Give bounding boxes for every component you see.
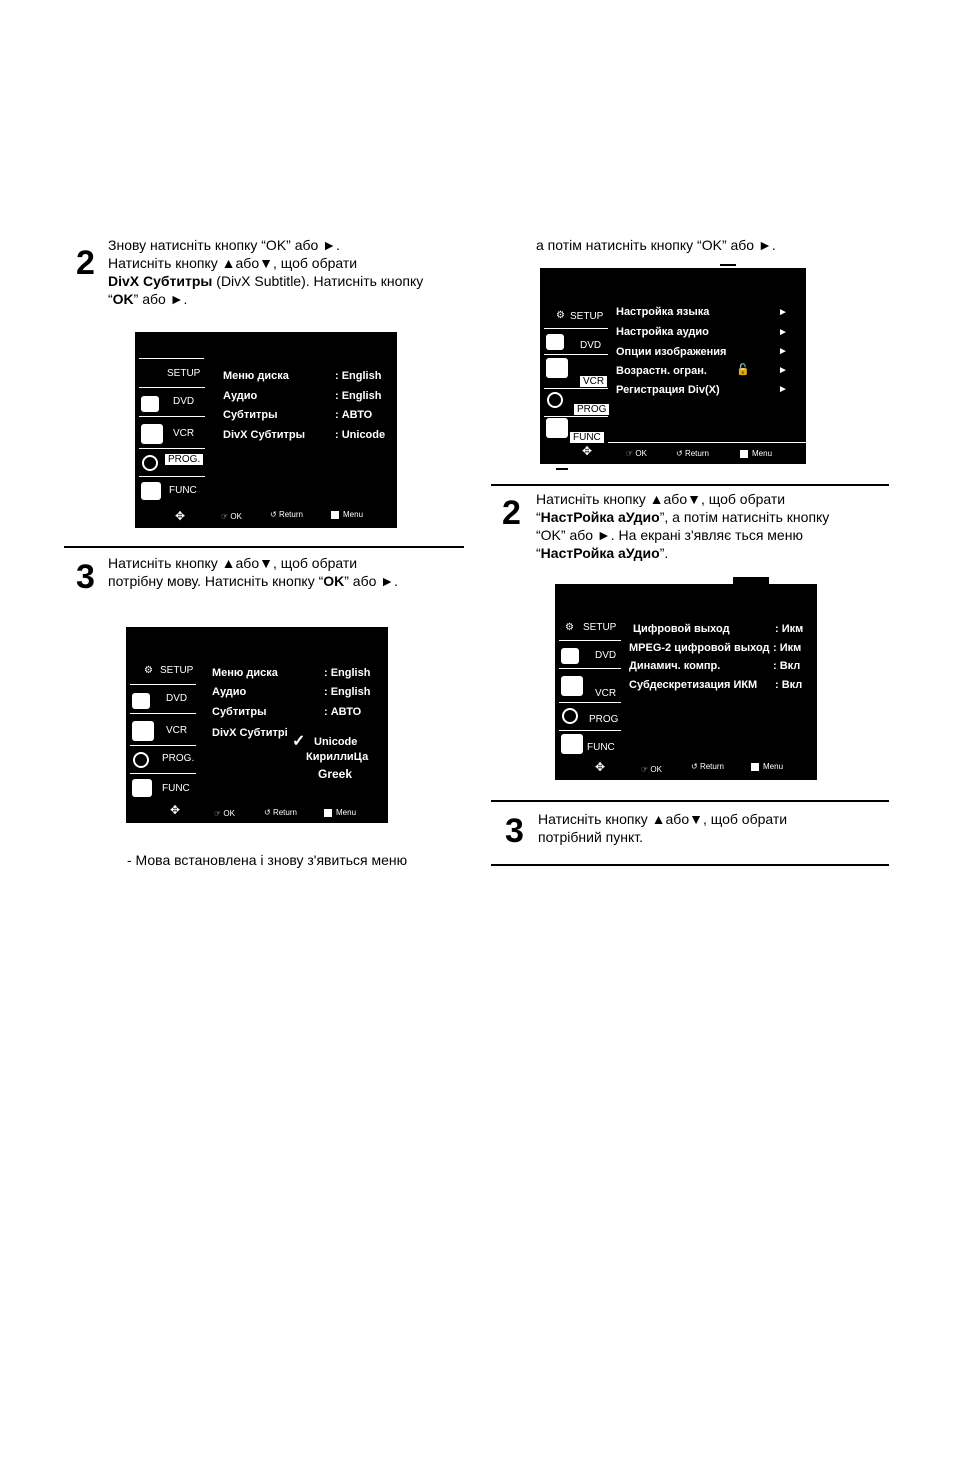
tab-prog: PROG (589, 714, 619, 725)
tab-dvd: DVD (580, 340, 602, 351)
tab-dvd: DVD (173, 396, 195, 407)
section-divider (64, 546, 464, 548)
tab-prog: PROG. (165, 454, 203, 465)
text-line: Знову натисніть кнопку “OK” або ►. (108, 237, 340, 253)
footer-return: ↺ Return (676, 449, 709, 458)
note-text: - Мова встановлена і знову з'явиться меню (127, 852, 408, 868)
menu-square-icon (324, 809, 332, 817)
footer-ok: ☞ OK (221, 512, 242, 521)
section-divider (491, 800, 889, 802)
clock-icon (562, 708, 578, 724)
bold-term: НастРойка аУдио (540, 545, 660, 561)
menu-row-audio[interactable]: Настройка аудио (616, 326, 709, 338)
text-line (108, 290, 453, 308)
text-span: “ (108, 291, 113, 307)
tab-func: FUNC (162, 783, 190, 794)
text-line (536, 508, 886, 526)
tab-setup: SETUP (167, 368, 201, 379)
text-span: ” або ►. (133, 291, 188, 307)
step-3-text (538, 810, 878, 846)
text-line (108, 272, 453, 290)
tab-prog: PROG (574, 404, 609, 415)
footer-menu (740, 449, 772, 458)
footer-return-label: Return (272, 808, 297, 817)
step-3-text (108, 554, 453, 590)
text-span: потрібну мову. Натисніть кнопку “ (108, 573, 324, 589)
sidebar-divider (139, 476, 205, 477)
text-line: потрібний пункт. (538, 829, 643, 845)
sidebar-divider (559, 702, 621, 703)
footer-return-label: Return (699, 762, 724, 771)
sidebar-divider (544, 328, 608, 329)
screen-tick (720, 264, 736, 266)
menu-screen-divx-subtitle-options (126, 627, 388, 823)
footer-ok-label: OK (650, 765, 662, 774)
sidebar-divider (544, 354, 608, 355)
menu-row-label: Аудио (212, 686, 247, 698)
navigate-icon: ✥ (595, 760, 606, 774)
step-number: 2 (76, 244, 95, 282)
text-span: “ (536, 545, 541, 561)
menu-square-icon (331, 511, 339, 519)
menu-row-divx-registration[interactable]: Регистрация Div(X) (616, 384, 720, 396)
submenu-arrow-icon: ► (778, 365, 788, 376)
tab-vcr: VCR (166, 725, 188, 736)
vcr-tape-icon (546, 358, 568, 378)
option-cyrillic[interactable]: КириллиЦа (306, 751, 369, 763)
footer-divider (608, 442, 806, 443)
menu-row-label: Меню диска (212, 667, 278, 679)
text-span: ”. (659, 545, 669, 561)
navigate-icon: ✥ (175, 509, 186, 523)
func-grid-icon (561, 734, 583, 754)
tab-vcr: VCR (580, 376, 607, 387)
bold-term: OK (323, 573, 345, 589)
footer-ok: ☞ OK (626, 449, 647, 458)
section-divider (491, 864, 889, 866)
clock-icon (142, 455, 158, 471)
menu-row-label: MPEG-2 цифровой выход (629, 642, 770, 654)
text-line (108, 572, 453, 590)
step-number: 3 (76, 558, 95, 596)
menu-screen-setup-main (540, 268, 806, 464)
setup-gear-icon: ⚙ (144, 665, 153, 676)
sidebar-divider (559, 730, 621, 731)
clock-icon (133, 752, 149, 768)
sidebar-divider (544, 388, 608, 389)
sidebar-divider (130, 684, 196, 685)
vcr-tape-icon (132, 721, 154, 741)
menu-row-label: Меню диска (223, 370, 289, 382)
navigate-icon: ✥ (170, 803, 181, 817)
option-unicode[interactable]: Unicode (314, 736, 358, 748)
sidebar-divider (544, 416, 608, 417)
footer-menu-label: Menu (343, 510, 364, 519)
footer-return: ↺ Return (270, 510, 303, 519)
menu-square-icon (740, 450, 748, 458)
footer-ok-label: OK (635, 449, 647, 458)
menu-row-label: Динамич. компр. (629, 660, 721, 672)
text-span: ” або ►. (344, 573, 399, 589)
sidebar-divider (130, 773, 196, 774)
footer-menu-label: Menu (336, 808, 357, 817)
func-grid-icon (141, 482, 161, 500)
menu-row-value: : Вкл (773, 660, 801, 672)
menu-row-language[interactable]: Настройка языка (616, 306, 710, 318)
footer-ok-label: OK (223, 809, 235, 818)
option-greek[interactable]: Greek (318, 767, 353, 781)
tab-func: FUNC (570, 432, 604, 443)
tab-dvd: DVD (166, 693, 188, 704)
tab-setup: SETUP (583, 622, 617, 633)
screen-tick (556, 468, 568, 470)
menu-screen-language (135, 332, 397, 528)
menu-row-value: : English (324, 686, 371, 698)
menu-row-value: : АВТО (324, 706, 362, 718)
footer-menu (324, 808, 356, 817)
sidebar-divider (139, 416, 205, 417)
text-line: “OK” або ►. На екрані з'являє ться меню (536, 527, 803, 543)
clock-icon (547, 392, 563, 408)
menu-row-parental[interactable]: Возрастн. огран. (616, 365, 707, 377)
sidebar-divider (139, 358, 204, 359)
tab-func: FUNC (169, 485, 197, 496)
intro-text: а потім натисніть кнопку “OK” або ►. (536, 237, 776, 253)
submenu-arrow-icon: ► (778, 327, 788, 338)
menu-square-icon (751, 763, 759, 771)
menu-row-label: Цифровой выход (633, 623, 730, 635)
tab-vcr: VCR (173, 428, 195, 439)
sidebar-divider (559, 640, 621, 641)
dvd-disc-icon (141, 396, 159, 412)
dvd-disc-icon (546, 334, 564, 350)
menu-row-label: Субтитры (212, 706, 267, 718)
footer-return-label: Return (278, 510, 303, 519)
menu-row-label: DivX Субтитры (223, 429, 306, 441)
menu-row-value: : English (335, 390, 382, 402)
footer-return: ↺ Return (264, 808, 297, 817)
footer-menu (331, 510, 363, 519)
dvd-disc-icon (132, 693, 150, 709)
footer-menu-label: Menu (752, 449, 773, 458)
text-span: (DivX Subtitle). Натисніть кнопку (212, 273, 424, 289)
submenu-arrow-icon: ► (778, 384, 788, 395)
text-line: Натисніть кнопку ▲або▼, щоб обрати (108, 255, 358, 271)
text-span: ”, а потім натисніть кнопку (659, 509, 830, 525)
tab-setup: SETUP (570, 311, 604, 322)
vcr-tape-icon (561, 676, 583, 696)
menu-row-label: Аудио (223, 390, 258, 402)
tab-func: FUNC (587, 742, 615, 753)
menu-row-value: : Икм (775, 623, 804, 635)
check-icon: ✓ (292, 733, 306, 750)
vcr-tape-icon (141, 424, 163, 444)
footer-menu (751, 762, 783, 771)
menu-screen-audio-settings (555, 584, 817, 780)
tab-prog: PROG. (162, 753, 195, 764)
menu-row-value: : Unicode (335, 429, 386, 441)
menu-row-value: : АВТО (335, 409, 373, 421)
menu-row-label: Субтитры (223, 409, 278, 421)
setup-gear-icon: ⚙ (565, 622, 574, 633)
text-line: Натисніть кнопку ▲або▼, щоб обрати (538, 811, 788, 827)
menu-row-value: : English (324, 667, 371, 679)
step-number: 2 (502, 494, 521, 532)
menu-row-value: : English (335, 370, 382, 382)
footer-return: ↺ Return (691, 762, 724, 771)
menu-row-value: : Икм (773, 642, 802, 654)
func-grid-icon (132, 779, 152, 797)
submenu-arrow-icon: ► (778, 307, 788, 318)
sidebar-divider (559, 668, 621, 669)
text-span: “ (536, 509, 541, 525)
bold-term: НастРойка аУдио (540, 509, 660, 525)
func-grid-icon (546, 418, 568, 438)
footer-ok: ☞ OK (214, 809, 235, 818)
text-line: Натисніть кнопку ▲або▼, щоб обрати (108, 555, 358, 571)
footer-ok-label: OK (230, 512, 242, 521)
footer-ok: ☞ OK (641, 765, 662, 774)
sidebar-divider (130, 745, 196, 746)
menu-row-value: : Вкл (775, 679, 803, 691)
tab-vcr: VCR (595, 688, 617, 699)
step-2-text (108, 236, 453, 308)
sidebar-divider (130, 713, 196, 714)
menu-row-label: Субдескретизация ИКМ (629, 679, 758, 691)
step-2-text (536, 490, 886, 562)
bold-term: DivX Субтитры (108, 273, 213, 289)
submenu-arrow-icon: ► (778, 346, 788, 357)
menu-row-picture[interactable]: Опции изображения (616, 346, 727, 358)
step-number: 3 (505, 812, 524, 850)
text-line: Натисніть кнопку ▲або▼, щоб обрати (536, 491, 786, 507)
section-divider (491, 484, 889, 486)
sidebar-divider (139, 387, 205, 388)
bold-term: OK (112, 291, 134, 307)
setup-gear-icon: ⚙ (556, 310, 565, 321)
sidebar-divider (139, 448, 205, 449)
navigate-icon: ✥ (582, 444, 593, 458)
menu-row-label: DivX Субтитрі (212, 727, 288, 739)
footer-return-label: Return (684, 449, 709, 458)
tab-setup: SETUP (160, 665, 194, 676)
dvd-disc-icon (561, 648, 579, 664)
text-line (536, 544, 886, 562)
lock-icon: 🔓 (736, 364, 750, 376)
tab-dvd: DVD (595, 650, 617, 661)
footer-menu-label: Menu (763, 762, 784, 771)
